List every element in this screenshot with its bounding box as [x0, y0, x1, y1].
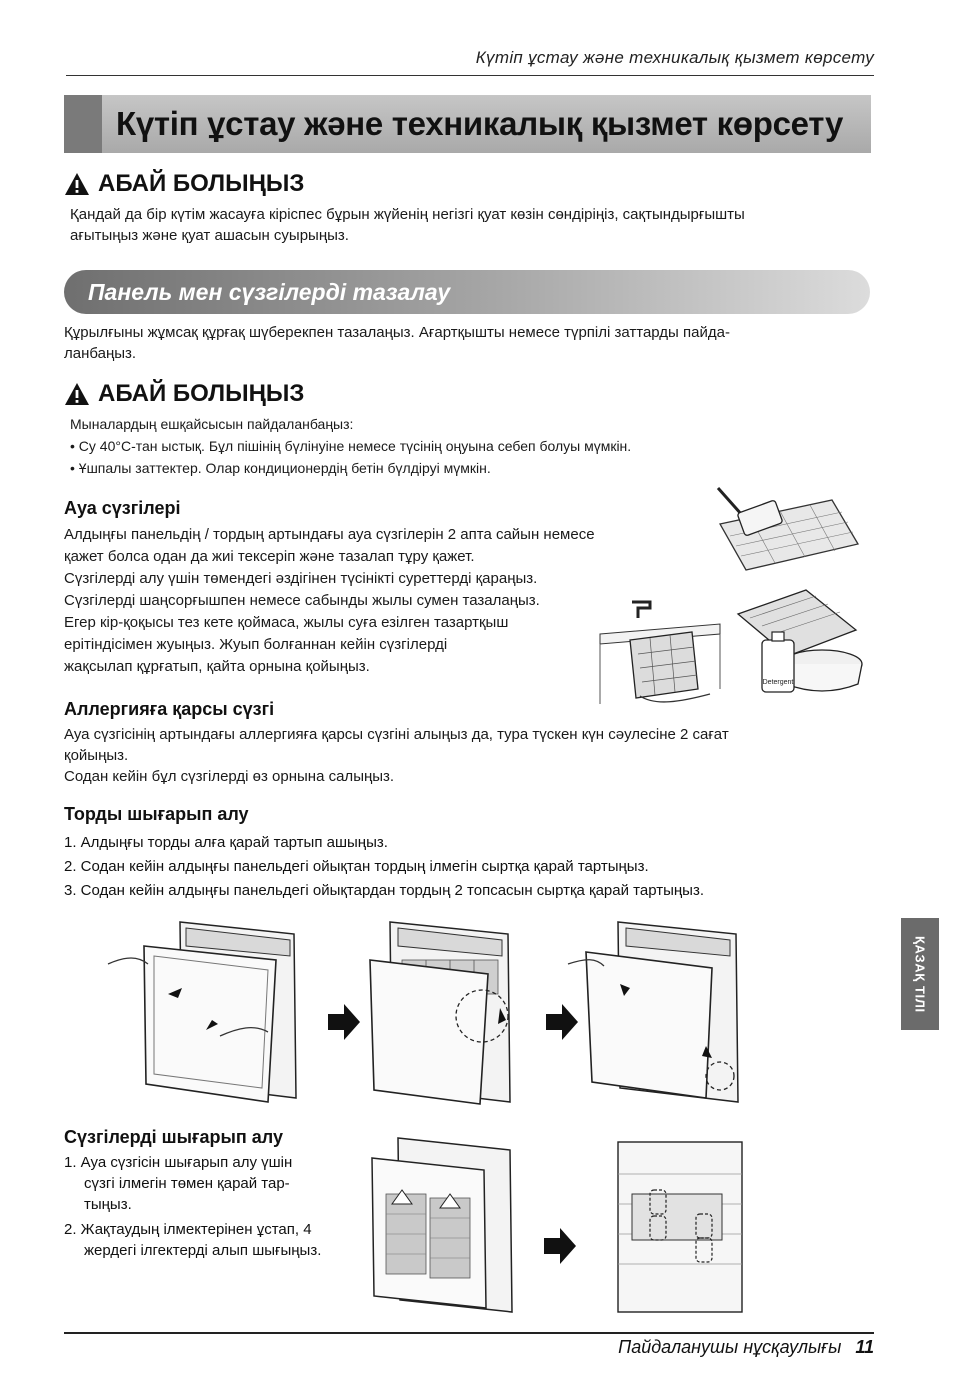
remove-filters-steps: [64, 1152, 321, 1261]
warning-line: ағытыңыз және қуат ашасын суырыңыз.: [70, 227, 349, 244]
unit-step-1: [108, 922, 296, 1102]
grille-removal-illustration: [108, 912, 758, 1108]
filter-frame-closeup: [618, 1142, 742, 1312]
body-line: Алдыңғы панельдің / тордың артындағы ауа сүзгілерін 2 апта сайын немесе: [64, 526, 595, 543]
rinse-filter-drawing: [600, 602, 720, 704]
intro-line: ланбаңыз.: [64, 345, 137, 362]
intro-line: Құрылғыны жұмсақ құрғақ шүберекпен тазалаңыз. Ағартқышты немесе түрпілі заттарды пайда-: [64, 324, 730, 341]
step-item: 2. Жақтаудың ілмектерінен ұстап, 4: [64, 1221, 312, 1238]
warning-text-1: [70, 204, 745, 246]
header-rule: [66, 75, 874, 76]
unit-step-2: [370, 922, 510, 1104]
footer-manual-title: Пайдаланушы нұсқаулығы: [618, 1337, 842, 1357]
next-step-arrow-icon: [546, 1004, 578, 1040]
section-title: Панель мен сүзгілерді тазалау: [88, 279, 451, 305]
filter-cleaning-illustration: [600, 484, 870, 714]
title-bar: [64, 95, 871, 153]
filter-removal-illustration: [372, 1134, 762, 1320]
body-line: Ауа сүзгісінің артындағы аллергияға қарсы сүзгіні алыңыз да, тура түскен күн сәулесіне 2 сағат: [64, 726, 729, 743]
warning-heading-text-2: АБАЙ БОЛЫҢЫЗ: [98, 380, 305, 407]
body-line: қойыңыз.: [64, 747, 129, 764]
warning-heading-text-1: АБАЙ БОЛЫҢЫЗ: [98, 170, 305, 197]
remove-filters-heading: Сүзгілерді шығарып алу: [64, 1127, 283, 1147]
warning-lead: Мыналардың ешқайсысын пайдаланбаңыз:: [70, 416, 354, 432]
body-line: қажет болса одан да жиі тексеріп және тазалап тұру қажет.: [64, 548, 475, 565]
air-filters-heading: Ауа сүзгілері: [64, 498, 181, 518]
body-line: Сүзгілерді алу үшін төмендегі әздігінен түсінікті суреттерді қараңыз.: [64, 570, 538, 587]
running-header: Күтіп ұстау және техникалық қызмет көрсету: [475, 48, 874, 67]
step-item: 2. Содан кейін алдыңғы панельдегі ойықтан тордың ілмегін сыртқа қарай тартыңыз.: [64, 858, 649, 875]
body-line: жақсылап құрғатып, қайта орнына қойыңыз.: [64, 658, 370, 675]
warning-heading-2: [64, 380, 304, 408]
warning-text-2: [70, 414, 631, 479]
unit-step-3: [568, 922, 738, 1102]
step-item-cont: тыңыз.: [84, 1196, 132, 1213]
footer-rule: [64, 1332, 874, 1334]
remove-grille-steps: [64, 831, 704, 903]
body-line: ерітіндісімен жуыңыз. Жуып болғаннан кейін сүзгілерді: [64, 636, 448, 653]
title-accent-block: [64, 95, 102, 153]
next-step-arrow-icon: [328, 1004, 360, 1040]
language-side-tab: [901, 918, 939, 1030]
footer: [618, 1337, 874, 1358]
warning-line: Қандай да бір күтім жасауға кіріспес бұрын жүйенің негізгі қуат көзін сөндіріңіз, сақтындырғышты: [70, 206, 745, 223]
page-number: 11: [855, 1337, 874, 1357]
warning-icon: [64, 382, 90, 406]
detergent-label: Detergent: [762, 679, 794, 686]
warning-bullet: • Ұшпалы заттектер. Олар кондиционердің бетін бүлдіруі мүмкін.: [70, 460, 491, 476]
allergy-filter-heading: Аллергияға қарсы сүзгі: [64, 699, 275, 719]
section-heading-bar: [64, 270, 870, 314]
vacuum-filter-drawing: [718, 488, 858, 570]
wash-filter-drawing: [738, 590, 862, 692]
section-intro: [64, 322, 730, 364]
step-item: 1. Алдыңғы торды алға қарай тартып ашыңыз.: [64, 834, 388, 851]
step-item: 1. Ауа сүзгісін шығарып алу үшін: [64, 1154, 293, 1171]
warning-heading-1: [64, 170, 304, 198]
language-tab-label: ҚАЗАҚ ТІЛІ: [912, 935, 928, 1013]
body-line: Содан кейін бұл сүзгілерді өз орнына салыңыз.: [64, 768, 395, 785]
allergy-filter-text: [64, 724, 729, 787]
step-item-cont: жердегі ілгектерді алып шығыңыз.: [84, 1242, 322, 1259]
unit-filter-view: [372, 1138, 512, 1312]
step-item-cont: сүзгі ілмегін төмен қарай тар-: [84, 1175, 290, 1192]
next-step-arrow-icon: [544, 1228, 576, 1264]
air-filters-text: [64, 524, 595, 678]
remove-grille-heading: Торды шығарып алу: [64, 804, 249, 824]
warning-bullet: • Су 40°С-тан ыстық. Бұл пішінің бүлінуіне немесе түсінің оңуына себеп болуы мүмкін.: [70, 438, 632, 454]
page-title: Күтіп ұстау және техникалық қызмет көрсету: [116, 105, 844, 142]
step-item: 3. Содан кейін алдыңғы панельдегі ойықтардан тордың 2 топсасын сыртқа қарай тартыңыз.: [64, 882, 704, 899]
warning-icon: [64, 172, 90, 196]
body-line: Сүзгілерді шаңсорғышпен немесе сабынды жылы сумен тазалаңыз.: [64, 592, 540, 609]
body-line: Егер кір-қоқысы тез кете қоймаса, жылы суға езілген тазартқыш: [64, 614, 509, 631]
